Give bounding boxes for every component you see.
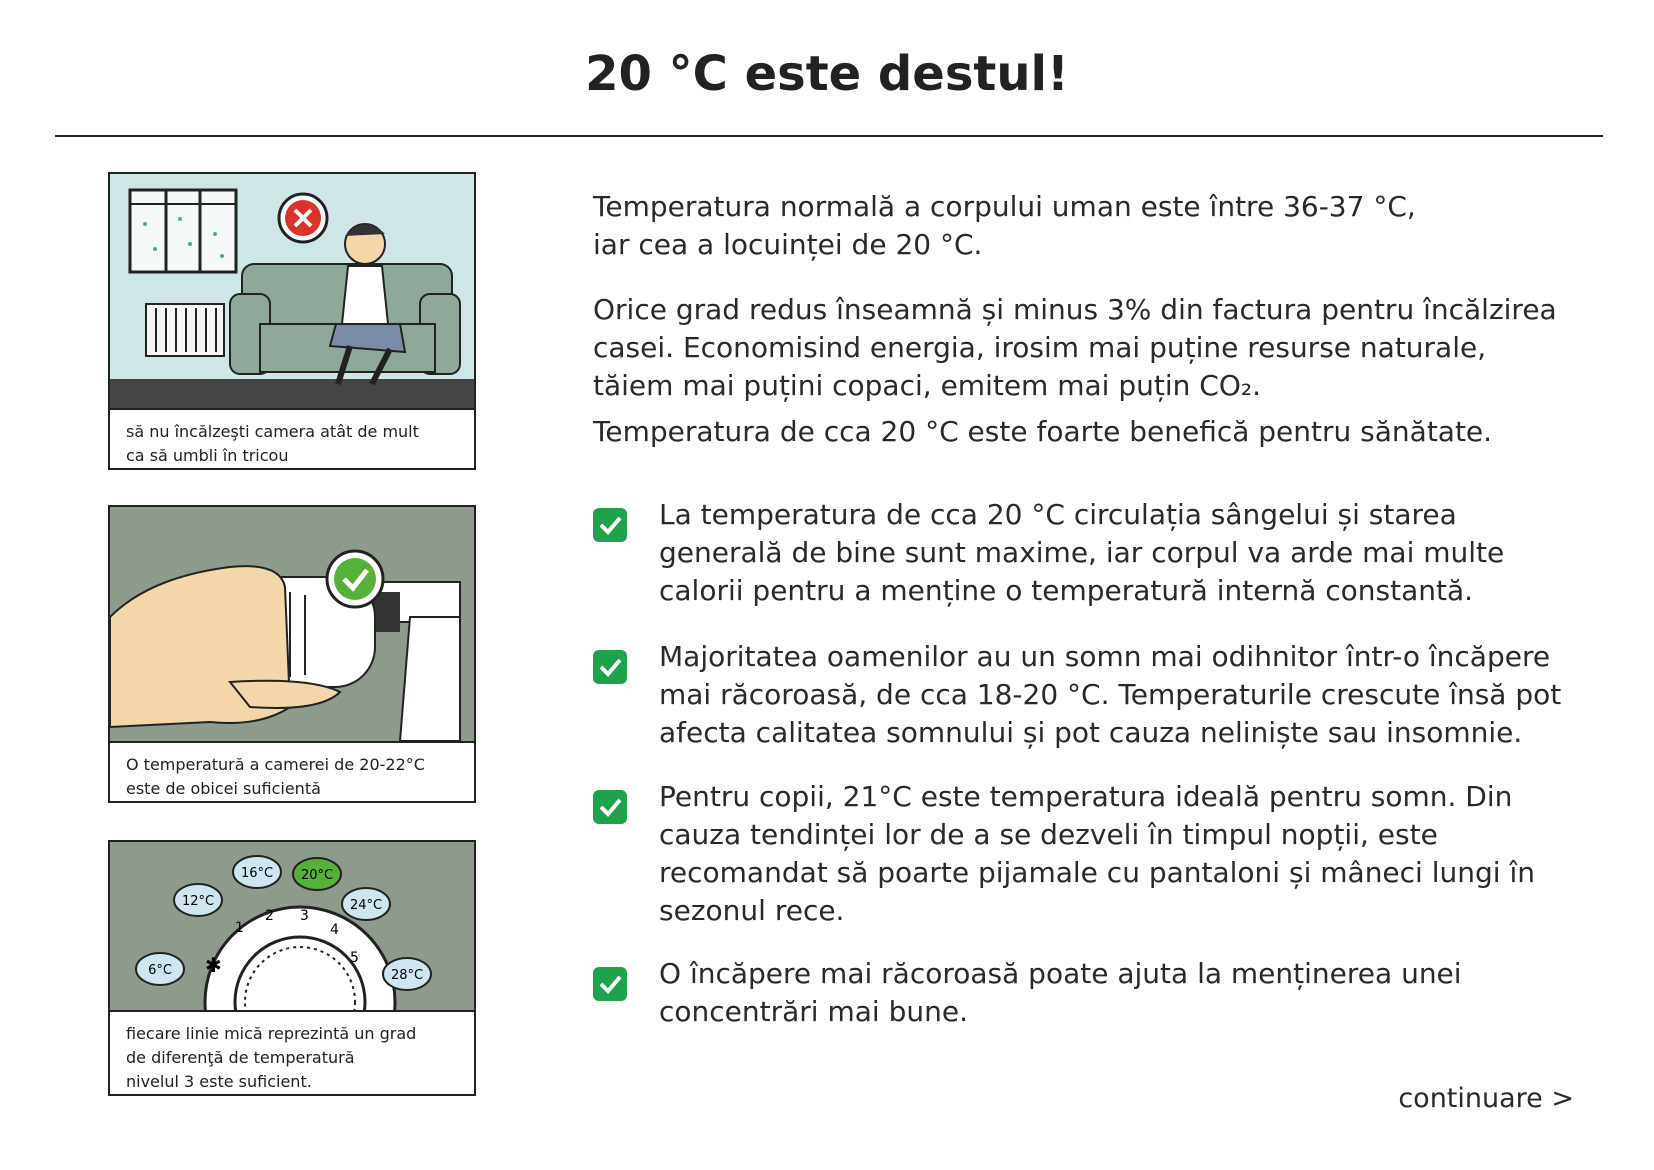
svg-text:✱: ✱ — [205, 953, 222, 977]
svg-text:5: 5 — [350, 950, 359, 966]
svg-text:1: 1 — [235, 920, 244, 936]
benefit-text: La temperatura de cca 20 °C circulația sângelui și starea generală de bine sunt maxime, iar corpul va arde mai multe calorii pentru a menține o temperatură internă constantă. — [659, 498, 1505, 607]
continue-link[interactable]: continuare > — [1398, 1083, 1574, 1114]
checkmark-icon — [593, 650, 627, 684]
tshirt-illustration — [110, 174, 474, 410]
panel-dial — [108, 840, 476, 1096]
dial-illustration — [110, 842, 474, 1012]
prohibited-icon — [279, 194, 327, 242]
panel-caption: să nu încălzeşti camera atât de mult ca să umbli în tricou — [126, 422, 419, 465]
dial-label: 12°C — [181, 894, 215, 909]
checkmark-icon — [593, 790, 627, 824]
intro-paragraph-1: Temperatura normală a corpului uman este între 36-37 °C, iar cea a locuinței de 20 °C. — [593, 190, 1416, 261]
title-divider — [55, 135, 1603, 137]
intro-paragraph-2: Orice grad redus înseamnă și minus 3% din factura pentru încălzirea casei. Economisind energia, irosim mai puține resurse naturale, tăiem mai puțini copaci, emitem mai puțin CO₂. — [593, 293, 1557, 402]
dial-label: 6°C — [148, 963, 172, 978]
benefit-text: Pentru copii, 21°C este temperatura ideală pentru somn. Din cauza tendinței lor de a se dezveli în timpul nopții, este recomandat să poarte pijamale cu pantaloni și mâneci lungi în sezonul rece. — [659, 780, 1535, 927]
panel-thermostat-valve — [108, 505, 476, 803]
dial-label: 20°C — [300, 868, 334, 883]
page-title: 20 °C este destul! — [585, 46, 1069, 102]
panel-tshirt — [108, 172, 476, 470]
checkmark-icon — [593, 967, 627, 1001]
svg-text:4: 4 — [330, 922, 339, 938]
dial-label: 28°C — [390, 968, 424, 983]
thermostat-valve-illustration — [110, 507, 474, 743]
panel-caption: fiecare linie mică reprezintă un grad de diferenţă de temperatură nivelul 3 este suficient. — [126, 1024, 417, 1091]
radiator-icon — [146, 304, 224, 356]
window-icon — [130, 190, 236, 272]
svg-text:3: 3 — [300, 908, 309, 924]
checkmark-icon — [593, 508, 627, 542]
benefit-text: O încăpere mai răcoroasă poate ajuta la menținerea unei concentrări mai bune. — [659, 957, 1462, 1028]
svg-text:2: 2 — [265, 908, 274, 924]
dial-label: 16°C — [240, 866, 274, 881]
panel-caption: O temperatură a camerei de 20-22°C este de obicei suficientă — [126, 755, 425, 798]
dial-label: 24°C — [349, 898, 383, 913]
benefit-text: Majoritatea oamenilor au un somn mai odihnitor într-o încăpere mai răcoroasă, de cca 18-20 °C. Temperaturile crescute însă pot afecta calitatea somnului și pot cauza neliniște sau insomnie. — [659, 640, 1562, 749]
check-badge-icon — [327, 551, 383, 607]
intro-paragraph-3: Temperatura de cca 20 °C este foarte benefică pentru sănătate. — [593, 415, 1493, 448]
